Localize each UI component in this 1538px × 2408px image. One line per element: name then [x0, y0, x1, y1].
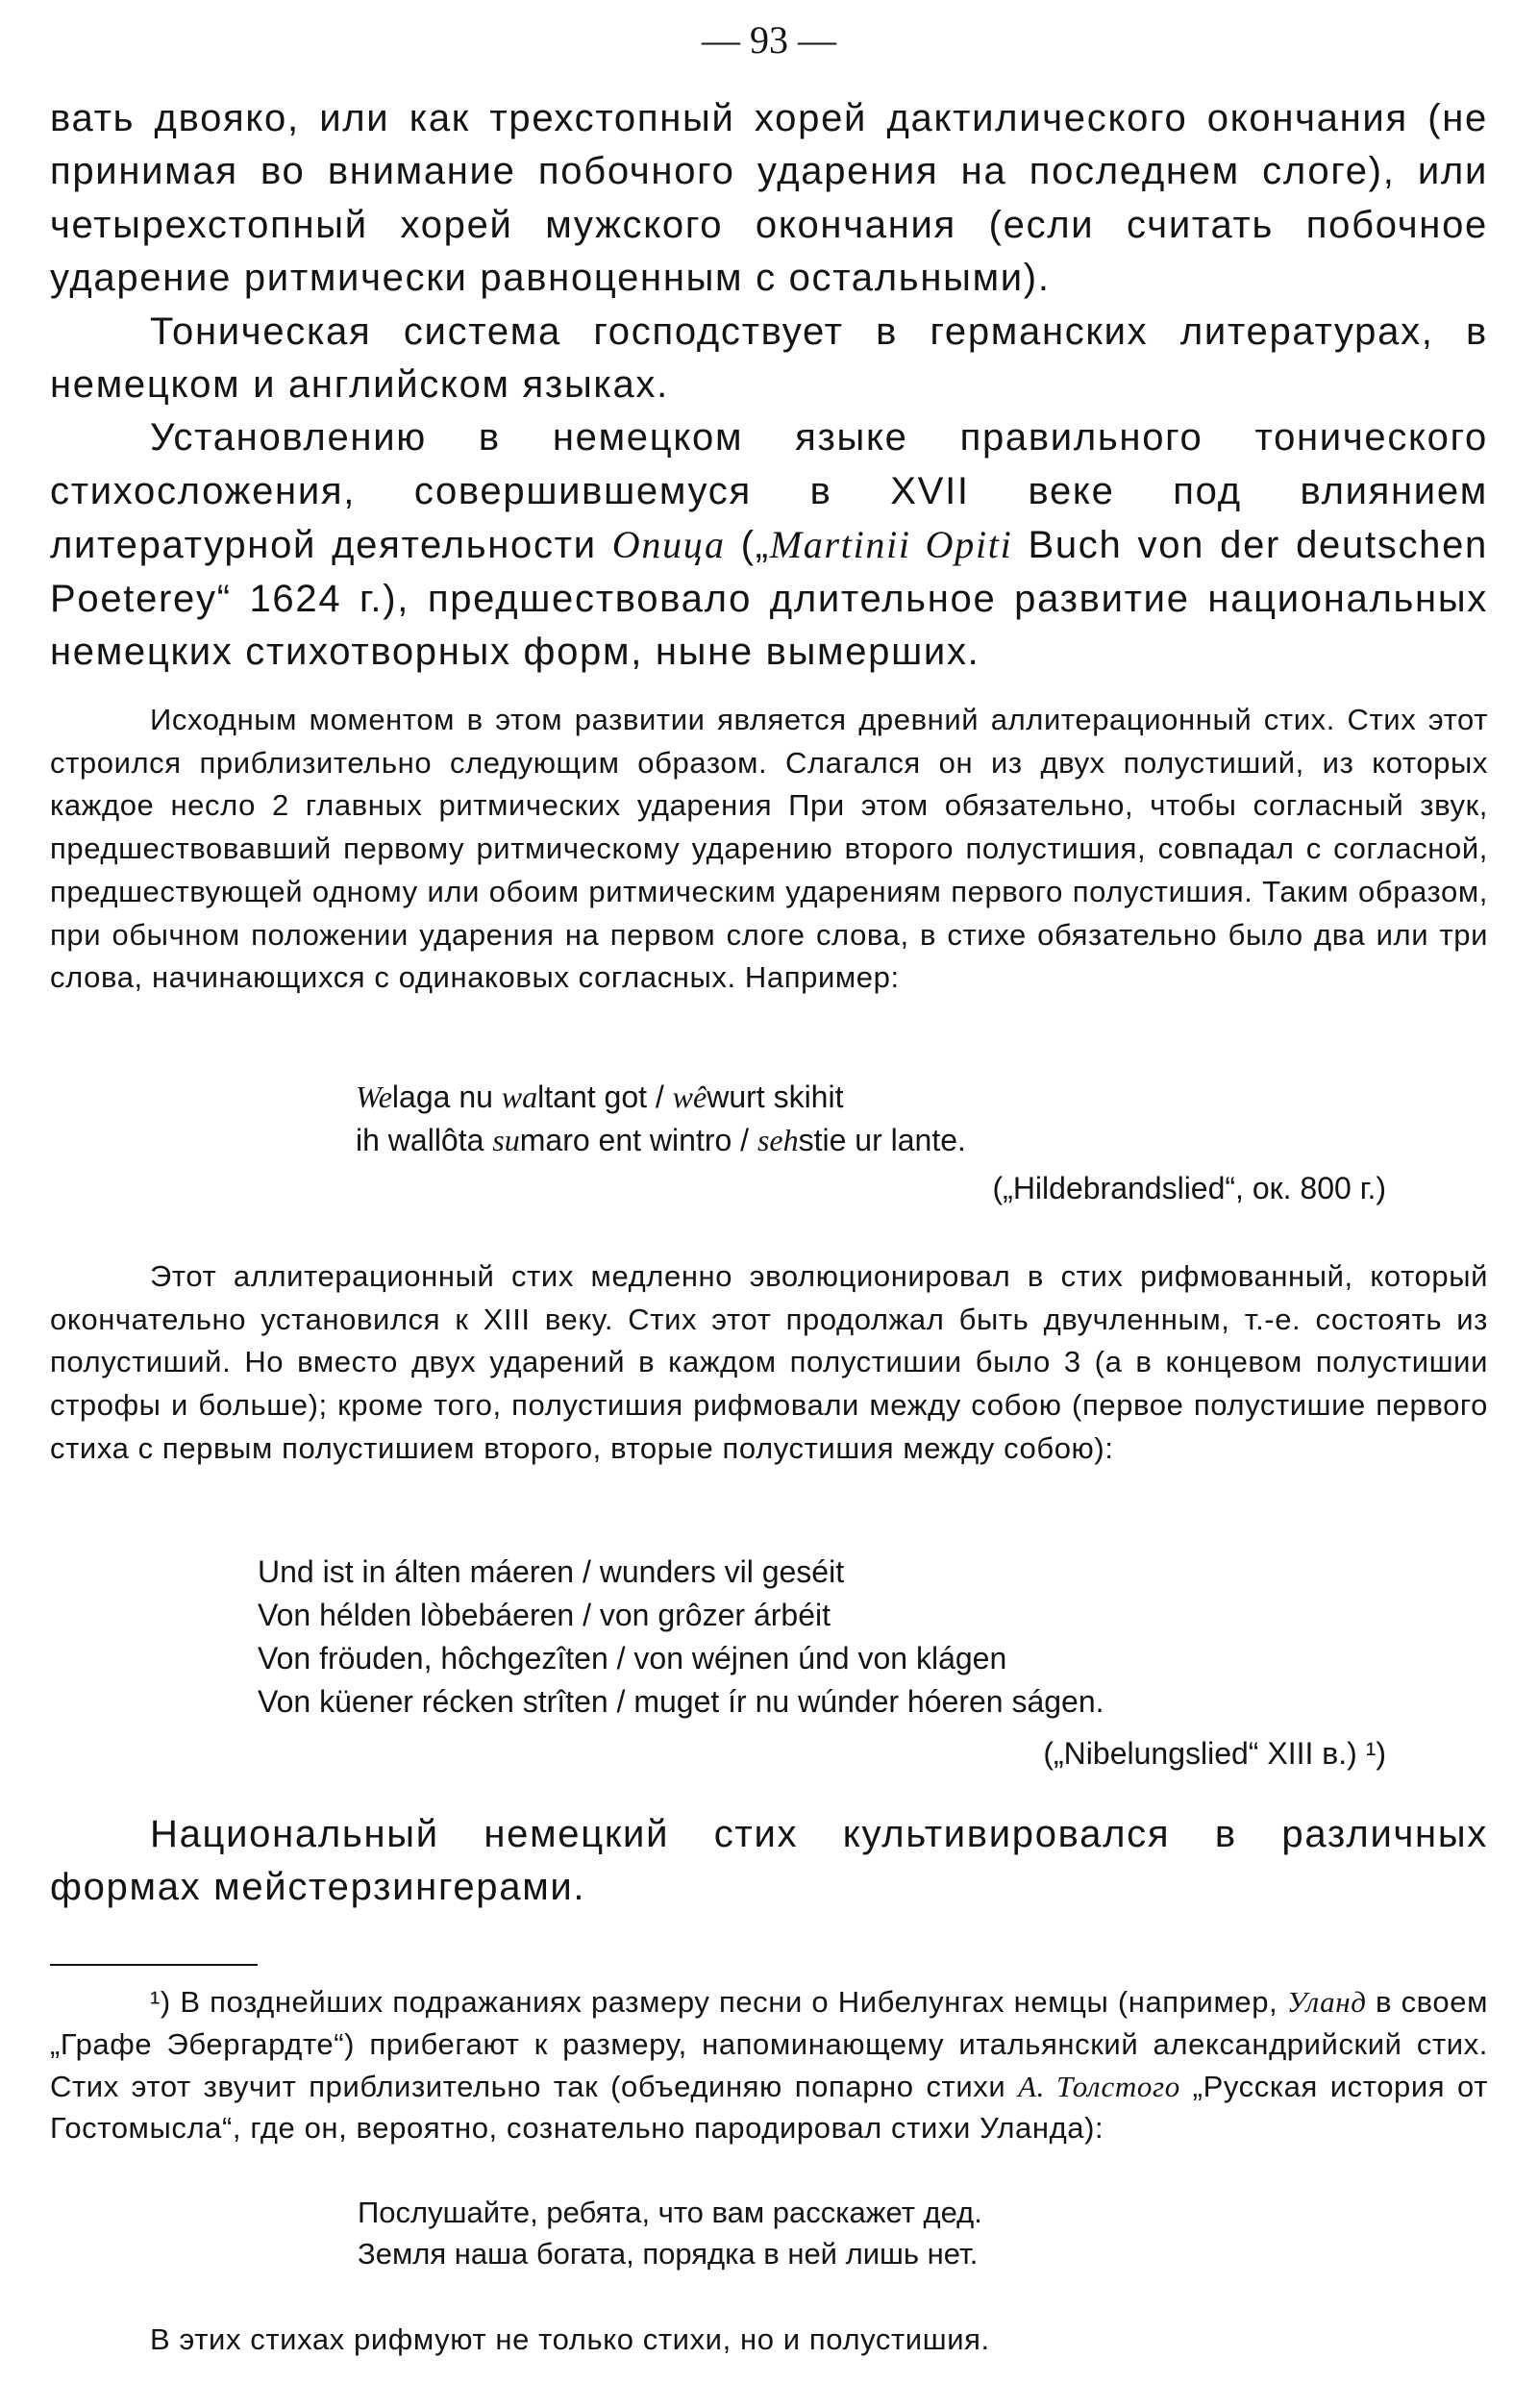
verse-text: ih wallôta [356, 1123, 493, 1157]
tolstoy-name: А. Толстого [1018, 2069, 1180, 2103]
alliteration-mark: seh [757, 1123, 799, 1157]
verse-text: ltant got / [537, 1080, 673, 1114]
verse-text: wurt skihit [707, 1080, 844, 1114]
verse-line: Земля наша богата, порядка в ней лишь нет. [358, 2237, 979, 2271]
hildebrandslied-citation: („Hildebrandslied“, ок. 800 г.) [992, 1171, 1386, 1205]
footnote-text-c: „Русская история от Гостомысла“, где он, вероятно, сознательно пародировал стихи Уланда): [50, 2069, 1488, 2146]
footnote-closing: В этих стихах рифмуют не только стихи, но и полустишия. [150, 2322, 990, 2356]
verse-line: Послушайте, ребята, что вам расскажет дед. [358, 2196, 982, 2229]
paragraph-2: Тоническая система господствует в германских литературах, в немецком и английском языках. [50, 310, 1488, 407]
alliteration-mark: We [356, 1080, 392, 1114]
footnote-text-b: в своем „Графе Эбергардте“) прибегают к размеру, напоминающему итальянский александрийский стих. Стих этот звучит приблизительно так (объединяю попарно стихи [50, 1985, 1488, 2103]
paragraph-3 [50, 411, 1488, 679]
small-paragraph-2: Этот аллитерационный стих медленно эволюционировал в стих рифмованный, который окончательно установился к XIII веку. Стих этот продолжал быть двучленным, т.-е. состоять из полустиший. Но вместо двух ударений в каждом полустишии было 3 (а в концевом полустишии строфы и больше); кроме того, полустишия рифмовали между собою (первое полустишие первого стиха с первым полустишием второго, вторые полустишия между собою): [50, 1259, 1488, 1465]
verse-line: Von hélden lòbebáeren / von grôzer árbéit [258, 1598, 831, 1632]
nibelungslied-citation: („Nibelungslied“ XIII в.) ¹) [1043, 1736, 1386, 1771]
paragraph-4: Национальный немецкий стих культивировался в различных формах мейстерзингерами. [50, 1813, 1488, 1909]
footnote-text-a: В позднейших подражаниях размеру песни о Нибелунгах немцы (например, [170, 1985, 1287, 2019]
nibelungslied-verse [258, 1551, 1104, 1724]
verse-text: stie ur lante. [798, 1123, 966, 1157]
footnote-text [50, 1981, 1488, 2149]
paragraph-3-text-b: („ [725, 524, 770, 567]
page-number: — 93 — [702, 18, 836, 62]
verse-line: Von fröuden, hôchgezîten / von wéjnen únd von klágen [258, 1641, 1007, 1676]
footnote-separator [50, 1964, 258, 1966]
tolstoy-verse [358, 2192, 982, 2274]
verse-line: Von küener récken strîten / muget ír nu wúnder hóeren ságen. [258, 1684, 1104, 1719]
verse-line [356, 1119, 966, 1162]
opitz-latin-name: Martinii Opiti [769, 523, 1013, 567]
footnote-block [50, 1981, 1488, 2149]
main-text [50, 92, 1488, 679]
small-paragraph-1: Исходным моментом в этом развитии является древний аллитерационный стих. Стих этот строился приблизительно следующим образом. Слагался он из двух полустиший, из которых каждое несло 2 главных ритмических ударения При этом обязательно, чтобы согласный звук, предшествовавший первому ритмическому ударению второго полустишия, совпадал с согласной, предшествующей одному или обоим ритмическим ударениям первого полустишия. Таким образом, при обычном положении ударения на первом слоге слова, в стихе обязательно было два или три слова, начинающихся с одинаковых согласных. Например: [50, 703, 1488, 995]
paragraph-1: вать двояко, или как трехстопный хорей дактилического окончания (не принимая во внимание побочного ударения на последнем слоге), или четырехстопный хорей мужского окончания (если считать побочное ударение ритмически равноценным с остальными). [50, 97, 1488, 300]
verse-text: laga nu [391, 1080, 502, 1114]
alliteration-mark: wê [672, 1080, 707, 1114]
verse-line [356, 1076, 966, 1119]
alliteration-mark: wa [501, 1080, 538, 1114]
small-paragraph-2-block [50, 1255, 1488, 1471]
alliteration-mark: su [492, 1123, 520, 1157]
verse-text: maro ent wintro / [519, 1123, 757, 1157]
footnote-closing-block [50, 2319, 1488, 2361]
uhland-name: Уланд [1286, 1985, 1367, 2019]
hildebrandslied-verse [356, 1076, 966, 1162]
small-paragraph-1-block [50, 699, 1488, 1000]
paragraph-3-text-a: Установлению в немецком языке правильного тонического стихосложения, совершившемуся в XVII веке под влиянием литературной деятельности [50, 416, 1488, 567]
verse-line: Und ist in álten máeren / wunders vil geséit [258, 1554, 845, 1589]
paragraph-3-text-c: Buch von der deutschen Poeterey“ 1624 г.), предшествовало длительное развитие национальных немецких стихотворных форм, ныне вымерших. [50, 524, 1489, 674]
opitz-name: Опица [611, 523, 726, 567]
paragraph-4-block [50, 1808, 1488, 1915]
footnote-mark: ¹) [150, 1985, 171, 2019]
